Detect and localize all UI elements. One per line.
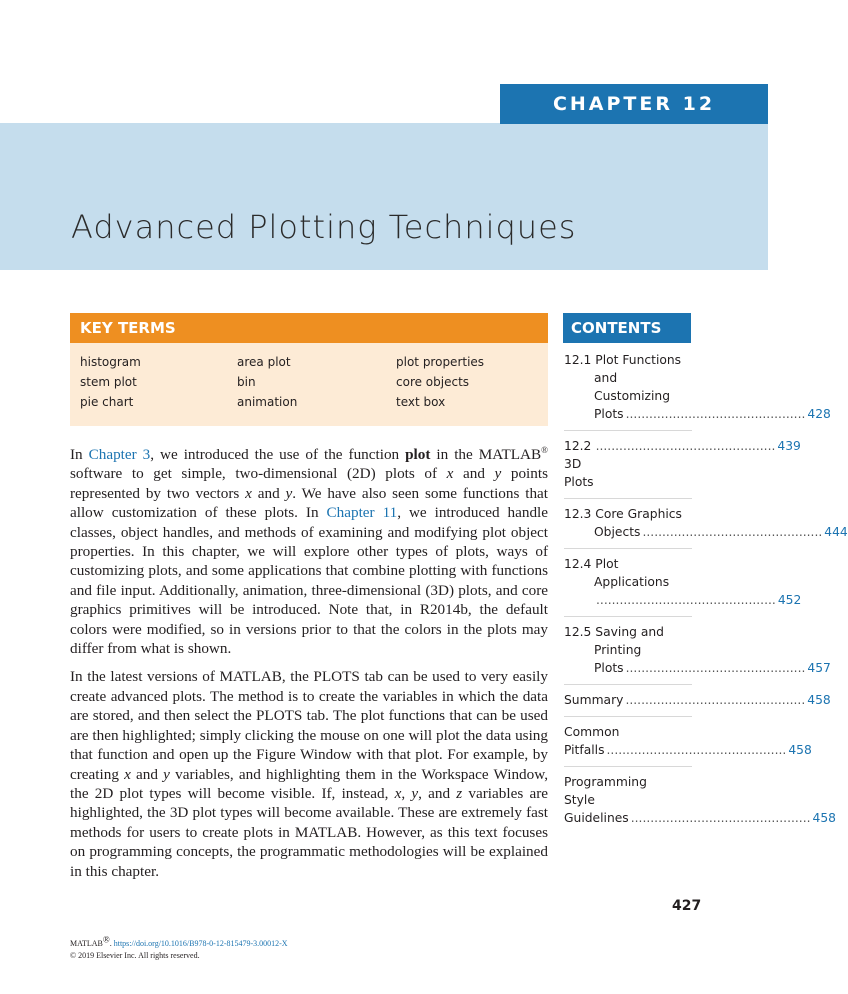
contents-entry-label: 12.2 3D Plots bbox=[564, 439, 594, 489]
plot-keyword: plot bbox=[405, 446, 431, 463]
chapter-title: Advanced Plotting Techniques bbox=[71, 208, 577, 246]
key-terms-column bbox=[237, 352, 297, 412]
key-term: stem plot bbox=[80, 375, 137, 389]
dot-leader: .............................................. bbox=[642, 525, 823, 539]
contents-entry[interactable] bbox=[564, 684, 831, 716]
chapter-3-link[interactable]: Chapter 3 bbox=[88, 446, 151, 463]
contents-list bbox=[564, 351, 848, 834]
contents-entry-line: Common bbox=[564, 725, 620, 739]
key-terms-box bbox=[70, 313, 548, 426]
contents-entry-line: 12.3 Core Graphics bbox=[564, 507, 682, 521]
dot-leader: .............................................. bbox=[630, 811, 811, 825]
contents-page-link[interactable]: 458 bbox=[788, 743, 812, 757]
contents-entry-line: Applications bbox=[594, 575, 670, 589]
page-number: 427 bbox=[672, 898, 702, 914]
copyright-notice: © 2019 Elsevier Inc. All rights reserved. bbox=[70, 951, 200, 960]
doi-link[interactable]: https://doi.org/10.1016/B978-0-12-815479-3.00012-X bbox=[113, 939, 288, 948]
dot-leader: .............................................. bbox=[606, 743, 787, 757]
key-term: pie chart bbox=[80, 395, 134, 409]
footer: MATLAB®. https://doi.org/10.1016/B978-0-12-815479-3.00012-X © 2019 Elsevier Inc. All rights reserved. bbox=[70, 934, 288, 960]
key-terms-column bbox=[80, 352, 141, 412]
contents-entry-line: 12.5 Saving and bbox=[564, 625, 664, 639]
key-term: plot properties bbox=[396, 355, 485, 369]
contents-entry-line: and bbox=[594, 371, 618, 385]
dot-leader: .............................................. bbox=[595, 439, 776, 453]
contents-entry-line: 12.1 Plot Functions bbox=[564, 353, 682, 367]
body-text bbox=[70, 445, 548, 890]
dot-leader: .............................................. bbox=[596, 593, 776, 607]
contents-entry[interactable] bbox=[564, 716, 812, 766]
contents-entry-label: Summary bbox=[564, 693, 624, 707]
key-term: area plot bbox=[237, 355, 291, 369]
contents-entry[interactable] bbox=[564, 616, 831, 684]
dot-leader: .............................................. bbox=[625, 407, 806, 421]
paragraph-plots-tab: In the latest versions of MATLAB, the PLOTS tab can be used to very easily create advanced plots. The method is to create the variables in which the data are stored, and then select the PLOTS tab. The plot functions that can be used are then highlighted; simply clicking the mouse on one will plot the data using that function and open up the Figure Window with that plot. For example, by creating x and y variables, and highlighting them in the Workspace Window, the 2D plot types will become visible. If, instead, x, y, and z variables are highlighted, the 3D plot types will become available. These are extremely fast methods for users to create plots in MATLAB. However, as this text focuses on programming concepts, the programmatic methodologies will be explained in this chapter. bbox=[70, 668, 548, 880]
contents-entry[interactable] bbox=[564, 498, 848, 548]
key-term: text box bbox=[396, 395, 446, 409]
contents-entry-label: Plots bbox=[594, 407, 624, 421]
key-term: bin bbox=[237, 375, 256, 389]
contents-entry-label: Plots bbox=[594, 661, 624, 675]
contents-page-link[interactable]: 444 bbox=[824, 525, 848, 539]
contents-page-link[interactable]: 458 bbox=[807, 693, 831, 707]
contents-entry-line: Customizing bbox=[594, 389, 670, 403]
contents-entry[interactable] bbox=[564, 766, 837, 834]
contents-entry-line: 12.4 Plot bbox=[564, 557, 619, 571]
key-term: core objects bbox=[396, 375, 470, 389]
key-terms-heading: KEY TERMS bbox=[70, 313, 548, 343]
contents-heading: CONTENTS bbox=[563, 313, 691, 343]
chapter-11-link[interactable]: Chapter 11 bbox=[326, 504, 398, 522]
chapter-label: CHAPTER 12 bbox=[500, 84, 768, 124]
key-term: histogram bbox=[80, 355, 141, 369]
contents-entry-line: Printing bbox=[594, 643, 642, 657]
chapter-header-band bbox=[0, 123, 768, 270]
contents-entry[interactable] bbox=[564, 351, 831, 430]
contents-entry-line: Programming bbox=[564, 775, 647, 789]
dot-leader: .............................................. bbox=[625, 661, 806, 675]
contents-entry[interactable] bbox=[564, 430, 801, 498]
contents-page-link[interactable]: 439 bbox=[777, 439, 801, 453]
dot-leader: .............................................. bbox=[625, 693, 806, 707]
contents-page-link[interactable]: 452 bbox=[777, 593, 802, 607]
contents-page-link[interactable]: 457 bbox=[807, 661, 831, 675]
contents-page-link[interactable]: 428 bbox=[807, 407, 831, 421]
contents-entry-line: Style bbox=[564, 793, 595, 807]
contents-entry[interactable] bbox=[564, 548, 802, 616]
contents-entry-label: Pitfalls bbox=[564, 743, 605, 757]
key-term: animation bbox=[237, 395, 298, 409]
key-terms-grid bbox=[70, 343, 548, 426]
contents-entry-label: Guidelines bbox=[564, 811, 629, 825]
contents-entry-label: Objects bbox=[594, 525, 641, 539]
contents-page-link[interactable]: 458 bbox=[812, 811, 837, 825]
key-terms-column bbox=[396, 352, 484, 412]
paragraph-intro: In Chapter 3, we introduced the use of the function plot in the MATLAB® software to get simple, two-dimensional (2D) plots of x and y points represented by two vectors x and y. We have also seen some functions that allow customization of these plots. In Chapter 11, we introduced handle classes, object handles, and methods of examining and modifying plot object properties. In this chapter, we will explore other types of plots, ways of customizing plots, and some applications that combine plotting with functions and file input. Additionally, animation, three-dimensional (3D) plots, and core graphics primitives will be introduced. Note that, in R2014b, the default colors were modified, so in versions prior to that the colors in the plots may differ from what is shown. bbox=[70, 444, 548, 658]
